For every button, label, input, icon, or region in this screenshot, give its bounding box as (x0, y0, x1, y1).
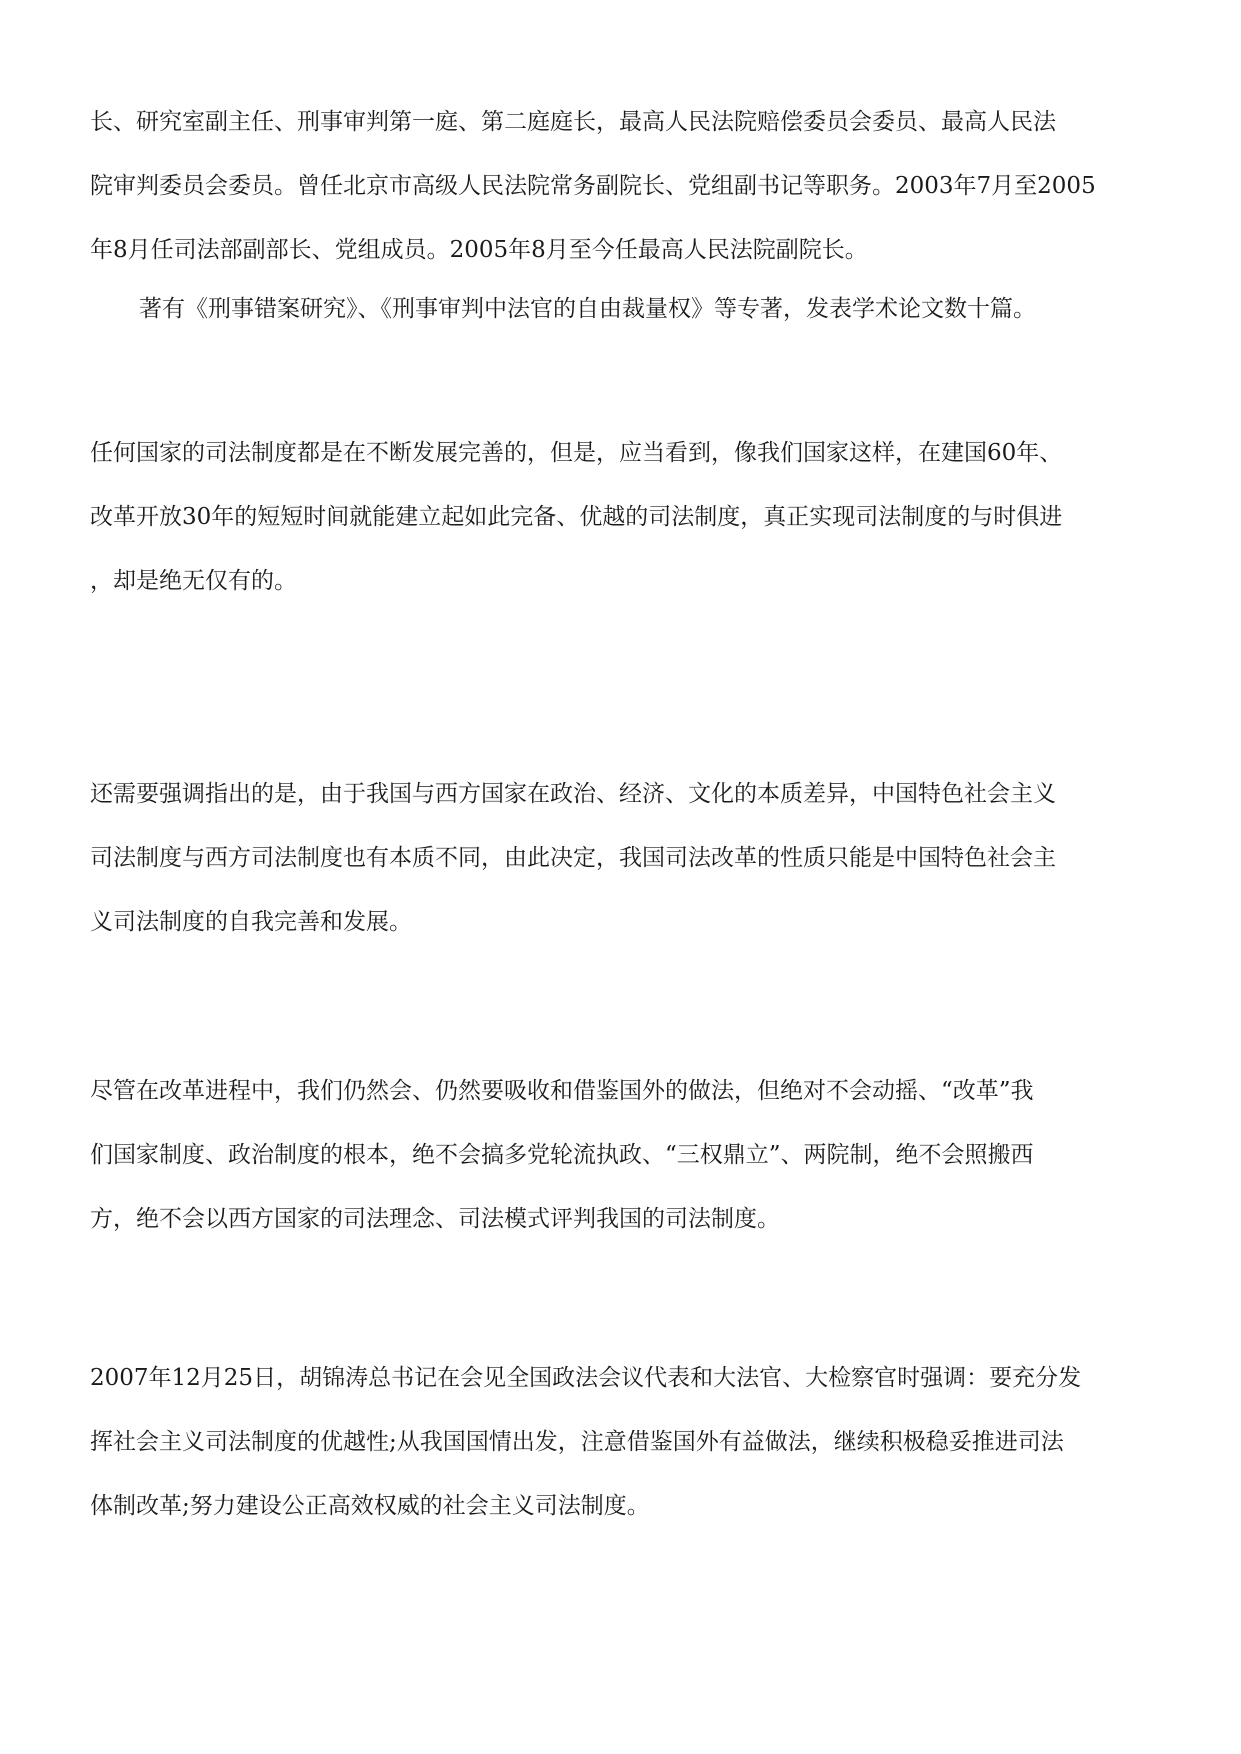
text-line: 还需要强调指出的是，由于我国与西方国家在政治、经济、文化的本质差异，中国特色社会主义 (90, 781, 1056, 807)
paragraph-publications (90, 277, 1165, 341)
text-line: 院审判委员会委员。曾任北京市高级人民法院常务副院长、党组副书记等职务。2003年7月至2005 (90, 173, 1096, 199)
paragraph-reform-principles (90, 1059, 1165, 1251)
text-line: 司法制度与西方司法制度也有本质不同，由此决定，我国司法改革的性质只能是中国特色社会主 (90, 845, 1056, 871)
paragraph-judicial-development (90, 421, 1165, 613)
text-line: 尽管在改革进程中，我们仍然会、仍然要吸收和借鉴国外的做法，但绝对不会动摇、“改革”我 (90, 1078, 1034, 1104)
text-line: 挥社会主义司法制度的优越性;从我国国情出发，注意借鉴国外有益做法，继续积极稳妥推进司法 (90, 1429, 1064, 1455)
text-line: 体制改革;努力建设公正高效权威的社会主义司法制度。 (90, 1493, 650, 1519)
text-line: 义司法制度的自我完善和发展。 (90, 909, 412, 935)
text-line: ，却是绝无仅有的。 (90, 568, 297, 594)
text-line: 长、研究室副主任、刑事审判第一庭、第二庭庭长，最高人民法院赔偿委员会委员、最高人民法 (90, 109, 1056, 135)
paragraph-hu-speech (90, 1346, 1165, 1538)
text-line: 年8月任司法部副部长、党组成员。2005年8月至今任最高人民法院副院长。 (90, 237, 868, 263)
text-line: 方，绝不会以西方国家的司法理念、司法模式评判我国的司法制度。 (90, 1206, 780, 1232)
paragraph-bio-continued (90, 90, 1165, 282)
paragraph-essential-differences (90, 762, 1165, 954)
text-line: 著有《刑事错案研究》、《刑事审判中法官的自由裁量权》等专著，发表学术论文数十篇。 (139, 296, 1036, 322)
text-line: 改革开放30年的短短时间就能建立起如此完备、优越的司法制度，真正实现司法制度的与时俱进 (90, 504, 1063, 530)
text-line: 们国家制度、政治制度的根本，绝不会搞多党轮流执政、“三权鼎立”、两院制，绝不会照搬西 (90, 1142, 1034, 1168)
text-line: 2007年12月25日，胡锦涛总书记在会见全国政法会议代表和大法官、大检察官时强调：要充分发 (90, 1365, 1082, 1391)
text-line: 任何国家的司法制度都是在不断发展完善的，但是，应当看到，像我们国家这样，在建国60年、 (90, 440, 1063, 466)
